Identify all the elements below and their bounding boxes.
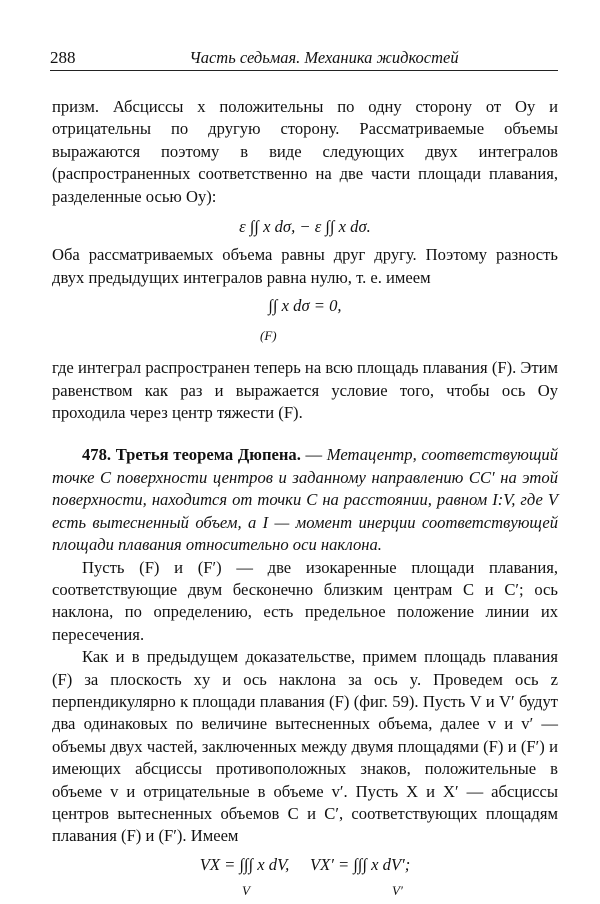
running-title: Часть седьмая. Механика жидкостей: [189, 48, 459, 67]
formula-vx-right-sub: V′: [392, 882, 403, 898]
paragraph-1: призм. Абсциссы x положительны по одну сторону от Oy и отрицательны по другую сторону. Рассматриваемые объемы выражаются поэтому в виде следующих двух интегралов (распространенных соответственно на две части площади плавания, разделенные осью Oy):: [52, 97, 558, 206]
formula-vx-right: VX′ = ∫∫∫ x dV′;: [309, 854, 411, 874]
paragraph-3: где интеграл распространен теперь на всю площадь плавания (F). Этим равенством как раз и выражается условие того, чтобы ось Oy проходила через центр тяжести (F).: [52, 358, 558, 423]
formula-integrals: ε ∫∫ x dσ, − ε ∫∫ x dσ.: [239, 217, 371, 237]
formula-vx-left: VX = ∫∫∫ x dV,: [199, 854, 290, 874]
page-body: [52, 96, 558, 904]
theorem-statement: Метацентр, соответствующий точке C поверхности центров и заданному направлению CC′ на этой поверхности, находится от точки C на расстоянии, равном I:V, где V есть вытесненный объем, а I — момент инерции соответствующей площади плавания относительно оси наклона.: [52, 445, 558, 555]
formula-vx-left-sub: V: [242, 882, 250, 898]
theorem-paragraph: [52, 444, 558, 556]
formula-vx: [52, 854, 558, 904]
page-header: [50, 44, 558, 71]
formula-zero-domain: (F): [260, 328, 277, 344]
theorem-number: 478.: [82, 445, 112, 465]
paragraph-2: Оба рассматриваемых объема равны друг другу. Поэтому разность двух предыдущих интегралов равна нулю, т. е. имеем: [52, 245, 558, 287]
paragraph-5: Как и в предыдущем доказательстве, примем площадь плавания (F) за плоскость xy и ось наклона за ось y. Проведем ось z перпендикулярно к площади плавания (F) (фиг. 59). Пусть V и V′ будут два одинаковых по величине вытесненных объема, далее v и v′ — объемы двух частей, заключенных между двумя площадями (F) и (F′) и имеющих абсциссы противоположных знаков, положительные в объеме v и отрицательные в объеме v′. Пусть X и X′ — абсциссы центров вытесненных объемов C и C′, соответствующих площадям плавания (F) и (F′). Имеем: [52, 647, 558, 846]
paragraph-4: Пусть (F) и (F′) — две изокаренные площади плавания, соответствующие двум бесконечно близким центрам C и C′; ось наклона, по определению, есть предельное положение линии их пересечения.: [52, 557, 558, 644]
theorem-title: Третья теорема Дюпена.: [115, 445, 301, 465]
formula-zero-expr: ∫∫ x dσ = 0,: [268, 296, 342, 316]
page-number: 288: [50, 48, 76, 67]
formula-zero-integral: [52, 295, 558, 347]
theorem-dash: —: [300, 445, 327, 465]
